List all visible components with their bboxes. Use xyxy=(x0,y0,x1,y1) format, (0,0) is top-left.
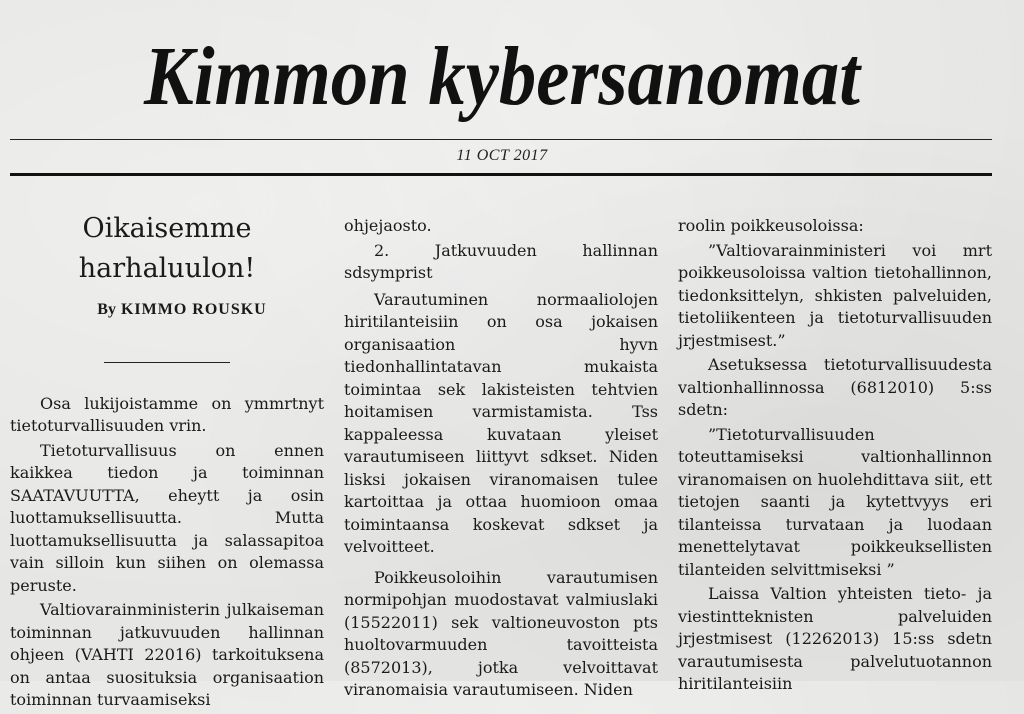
masthead-title: Kimmon kybersanomat xyxy=(143,30,863,123)
paragraph: 2. Jatkuvuuden hallinnan sdsymprist xyxy=(344,240,658,282)
column-2 xyxy=(344,215,658,704)
paragraph: Osa lukijoistamme on ymmrtnyt tietoturvallisuuden vrin. xyxy=(10,393,324,435)
article-headline xyxy=(10,209,324,289)
paragraph: Valtiovarainministerin julkaiseman toiminnan jatkuvuuden hallinnan ohjeen (VAHTI 22016) tarkoituksena on antaa suosituksia organisaation toiminnan turvaamiseksi xyxy=(10,600,324,709)
quote-paragraph: ”Valtiovarainministeri voi mrt poikkeusoloissa valtion tietohallinnon, tiedonksittelyn, shkisten palveluiden, tietoliikenteen ja tietoturvallisuuden jrjestmisest.” xyxy=(678,240,992,350)
paragraph: Tietoturvallisuus on ennen kaikkea tiedon ja toiminnan SAATAVUUTTA, eheytt ja osin luottamuksellisuutta. Mutta luottamuksellisuutta ja salassapitoa vain silloin kun siihen on olemassa peruste. xyxy=(10,440,324,595)
masthead xyxy=(0,18,1024,128)
author-name: KIMMO ROUSKU xyxy=(120,301,267,318)
paragraph: Varautuminen normaaliolojen hiritilanteisiin on osa jokaisen organisaation hyvn tiedonhallintatavan mukaista toimintaa sek lakisteisten tehtvien hoitamisen varmistamista. Tss kappaleessa kuvataan yleiset varautumiseen liittyvt sdkset. Niden lisksi jokaisen viranomaisen tulee kartoittaa ja ottaa huomioon omaa toimintaansa koskevat sdkset ja velvoitteet. xyxy=(344,289,658,556)
top-rule xyxy=(10,139,992,140)
byline-prefix: By xyxy=(97,301,116,318)
issue-date: 11 OCT 2017 xyxy=(456,147,548,164)
headline-text: Oikaisemme harhaluulon! xyxy=(78,213,256,284)
paragraph: Asetuksessa tietoturvallisuudesta valtionhallinnossa (6812010) 5:ss sdetn: xyxy=(678,355,992,419)
paragraph: ohjejaosto. xyxy=(344,216,432,235)
paragraph: Laissa Valtion yhteisten tieto- ja viestintteknisten palveluiden jrjestmisest (12262013) 15:ss sdetn varautumisesta palvelutuotannon hiritilanteisiin xyxy=(678,584,992,693)
quote-paragraph: ”Tietoturvallisuuden toteuttamiseksi valtionhallinnon viranomaisen on huolehdittava siit, ett tietojen saanti ja kytettvyys eri tilanteissa turvataan ja luodaan menettelytavat poikkeuksellisten tilanteiden selvittmiseksi ” xyxy=(678,424,992,579)
short-divider xyxy=(104,362,230,363)
paragraph: Poikkeusoloihin varautumisen normipohjan muodostavat valmiuslaki (15522011) sek valtioneuvoston pts huoltovarmuuden tavoitteista (8572013), jotka velvoittavat viranomaisia varautumiseen. Niden xyxy=(344,567,658,699)
column-3 xyxy=(678,215,992,698)
masthead-title-svg xyxy=(0,18,1024,128)
column-1 xyxy=(10,214,324,714)
bottom-rule xyxy=(10,173,992,176)
byline xyxy=(10,299,324,322)
paragraph: roolin poikkeusoloissa: xyxy=(678,216,864,235)
